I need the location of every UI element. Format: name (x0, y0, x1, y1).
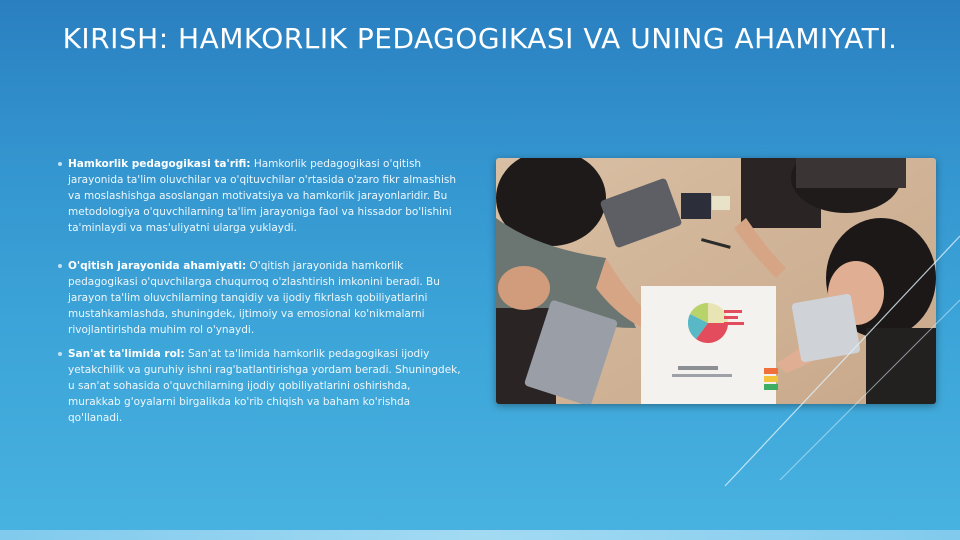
bullet-title: Hamkorlik pedagogikasi ta'rifi: (68, 158, 251, 170)
bullet-dot-icon (58, 264, 62, 268)
bullet-importance (58, 258, 466, 338)
bullet-dot-icon (58, 352, 62, 356)
slide-title: KIRISH: HAMKORLIK PEDAGOGIKASI VA UNING AHAMIYATI. (62, 22, 898, 55)
bottom-accent-bar (0, 530, 960, 540)
bullet-text: O'qitish jarayonida hamkorlik pedagogikasi o'quvchilarga chuqurroq o'zlashtirish imkonini beradi. Bu jarayon ta'lim oluvchilarning tanqidiy va ijodiy fikrlash qobiliyatlarini mustahkamlashda, shuningdek, ijtimoiy va emosional ko'nikmalarni rivojlantirishda muhim rol o'ynaydi. (68, 260, 440, 336)
bullet-art-role (58, 346, 466, 426)
bullet-list (58, 156, 466, 448)
bullet-title: O'qitish jarayonida ahamiyati: (68, 260, 247, 272)
bullet-dot-icon (58, 162, 62, 166)
bullet-text: San'at ta'limida hamkorlik pedagogikasi ijodiy yetakchilik va guruhiy ishni rag'batlantirishga yordam beradi. Shuningdek, u san'at sohasida o'quvchilarning ijodiy qobiliyatlarini oshirishda, murakkab g'oyalarni birgalikda ko'rib chiqish va baham ko'rishda qo'llanadi. (68, 348, 461, 424)
bullet-definition (58, 156, 466, 236)
group-work-photo (496, 158, 936, 404)
bullet-title: San'at ta'limida rol: (68, 348, 185, 360)
bullet-text: Hamkorlik pedagogikasi o'qitish jarayonida ta'lim oluvchilar va o'qituvchilar o'rtasida o'zaro fikr almashish va moslashishga asoslangan motivatsiya va hamkorlik jarayonlaridir. Bu metodologiya o'quvchilarning ta'lim jarayoniga faol va hissador bo'lishini ta'minlaydi va mas'uliyatni ularga yuklaydi. (68, 158, 457, 234)
